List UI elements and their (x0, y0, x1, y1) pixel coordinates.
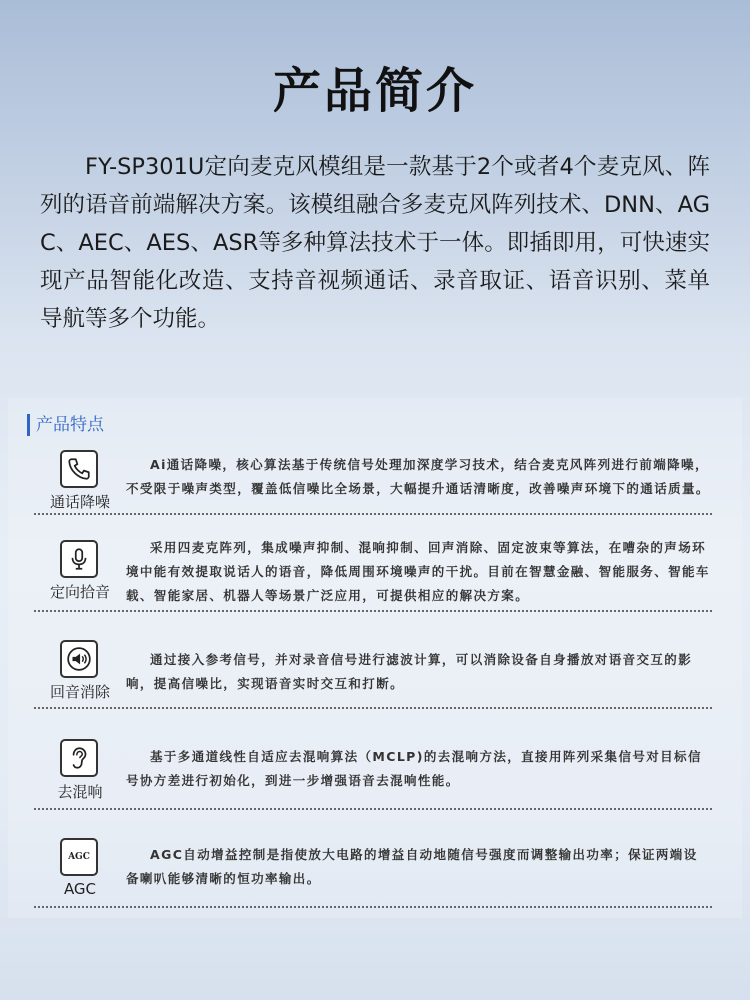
ear-icon (60, 739, 98, 777)
phone-icon (60, 450, 98, 488)
divider (34, 513, 712, 515)
feature-label: AGC (63, 880, 97, 898)
agc-icon (60, 838, 98, 876)
page-title: 产品简介 (272, 63, 477, 119)
feature-label: 定向拾音 (49, 583, 110, 601)
feature-label: 通话降噪 (49, 493, 110, 511)
agc-icon-text: AGC (68, 852, 90, 862)
microphone-icon (60, 540, 98, 578)
feature-description: Ai通话降噪，核心算法基于传统信号处理加深度学习技术，结合麦克风阵列进行前端降噪，不受限于噪声类型，覆盖低信噪比全场景，大幅提升通话清晰度，改善噪声环境下的通话质量。 (126, 457, 710, 496)
intro-paragraph: FY-SP301U定向麦克风模组是一款基于2个或者4个麦克风、阵列的语音前端解决方案。该模组融合多麦克风阵列技术、DNN、AGC、AEC、AES、ASR等多种算法技术于一体。即插即用，可快速实现产品智能化改造、支持音视频通话、录音取证、语音识别、菜单导航等多个功能。 (40, 154, 710, 332)
divider (34, 906, 712, 908)
divider (34, 610, 712, 612)
section-title: 产品特点 (27, 414, 104, 436)
speaker-icon (60, 640, 98, 678)
divider (34, 707, 712, 709)
feature-description: 通过接入参考信号，并对录音信号进行滤波计算，可以消除设备自身播放对语音交互的影响，提高信噪比，实现语音实时交互和打断。 (126, 652, 693, 691)
feature-description: 采用四麦克阵列，集成噪声抑制、混响抑制、回声消除、固定波束等算法，在嘈杂的声场环境中能有效提取说话人的语音，降低周围环境噪声的干扰。目前在智慧金融、智能服务、智能车载、智能家居、机器人等场景广泛应用，可提供相应的解决方案。 (126, 540, 710, 603)
feature-description: AGC自动增益控制是指使放大电路的增益自动地随信号强度而调整输出功率；保证两端设备喇叭能够清晰的恒功率输出。 (126, 847, 698, 886)
feature-label: 回音消除 (49, 683, 110, 701)
feature-label: 去混响 (57, 783, 103, 801)
feature-description: 基于多通道线性自适应去混响算法（MCLP)的去混响方法，直接用阵列采集信号对目标信号协方差进行初始化，到进一步增强语音去混响性能。 (126, 749, 702, 788)
divider (34, 808, 712, 810)
